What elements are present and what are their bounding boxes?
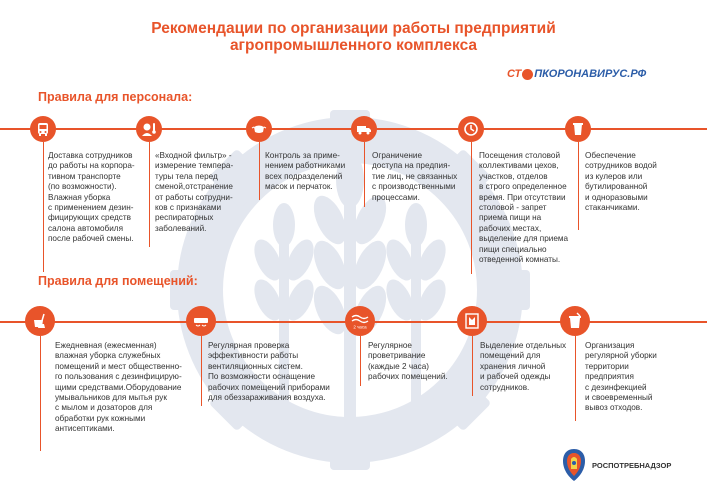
gear-wheat-emblem bbox=[150, 90, 550, 490]
item-connector bbox=[201, 336, 202, 406]
cup-icon bbox=[565, 116, 591, 142]
ventilation-icon bbox=[186, 306, 216, 336]
personnel-item-1-text: Доставка сотрудников до работы на корпора- тивном транспорте (по возможности). Влажная уборка с применением дезин- фицирующих средств салона автомобиля после рабочей смены. bbox=[48, 151, 135, 244]
item-connector bbox=[364, 142, 365, 207]
item-connector bbox=[471, 142, 472, 274]
thermometer-person-icon bbox=[136, 116, 162, 142]
item-connector bbox=[360, 336, 361, 386]
trash-bin-icon bbox=[560, 306, 590, 336]
item-connector bbox=[259, 142, 260, 200]
bus-icon bbox=[30, 116, 56, 142]
personnel-heading: Правила для персонала: bbox=[38, 90, 193, 104]
personnel-item-2-text: «Входной фильтр» - измерение темпера- туры тела перед сменой,отстранение от работы сотрудни- ков с признаками респираторных заболеваний. bbox=[155, 151, 234, 233]
item-connector bbox=[149, 142, 150, 247]
rospotrebnadzor-emblem-icon bbox=[560, 447, 588, 483]
personnel-item-6-text: Обеспечение сотрудников водой из кулеров или бутилированной и одноразовыми стаканчиками. bbox=[585, 151, 657, 213]
premises-item-5-text: Организация регулярной уборки территории предприятия с дезинфекцией и своевременный вывоз отходов. bbox=[585, 341, 657, 413]
item-connector bbox=[578, 142, 579, 230]
rospotrebnadzor-logo bbox=[560, 447, 671, 483]
truck-icon bbox=[351, 116, 377, 142]
page-title bbox=[0, 20, 707, 54]
bucket-mop-icon bbox=[25, 306, 55, 336]
brand-part-1: СТ bbox=[507, 68, 522, 80]
mask-icon bbox=[246, 116, 272, 142]
personnel-item-5-text: Посещения столовой коллективами цехов, участков, отделов в строго определенное время. При отсутствии столовой - запрет приема пищи на рабочих местах, выделение для приема пищи специально отведенной комнаты. bbox=[479, 151, 569, 265]
brand-part-2: ПКОРОНАВИРУС.РФ bbox=[534, 68, 647, 80]
stopcoronavirus-brand bbox=[507, 68, 646, 80]
premises-heading: Правила для помещений: bbox=[38, 274, 198, 288]
item-connector bbox=[43, 142, 44, 272]
window-airing-badge: 2 часа bbox=[353, 324, 367, 330]
item-connector bbox=[472, 336, 473, 396]
item-connector bbox=[40, 336, 41, 451]
clock-icon bbox=[458, 116, 484, 142]
item-connector bbox=[575, 336, 576, 421]
agency-name: РОСПОТРЕБНАДЗОР bbox=[592, 460, 672, 470]
premises-item-2-text: Регулярная проверка эффективности работы вентиляционных систем. По возможности оснащение рабочих помещений приборами для обеззараживания воздуха. bbox=[208, 341, 330, 403]
window-airing-icon bbox=[345, 306, 375, 336]
title-line-2: агропромышленного комплекса bbox=[229, 37, 478, 54]
premises-item-1-text: Ежедневная (ежесменная) влажная уборка служебных помещений и мест общественно- го пользования с дезинфицирую- щими средствами.Оборудование умывальников для мытья рук с мылом и дозаторов для обработки рук кожными антисептиками. bbox=[55, 341, 182, 434]
personnel-item-4-text: Ограничение доступа на предпия- тие лиц, не связанных с производственными процессами. bbox=[372, 151, 458, 202]
title-line-1: Рекомендации по организации работы предприятий bbox=[151, 20, 556, 37]
premises-item-4-text: Выделение отдельных помещений для хранения личной и рабочей одежды сотрудников. bbox=[480, 341, 567, 392]
wardrobe-icon bbox=[457, 306, 487, 336]
personnel-item-3-text: Контроль за приме- нением работниками всех подразделений масок и перчаток. bbox=[265, 151, 346, 192]
stop-circle-icon bbox=[522, 69, 533, 80]
premises-item-3-text: Регулярное проветривание (каждые 2 часа) рабочих помещений. bbox=[368, 341, 448, 382]
